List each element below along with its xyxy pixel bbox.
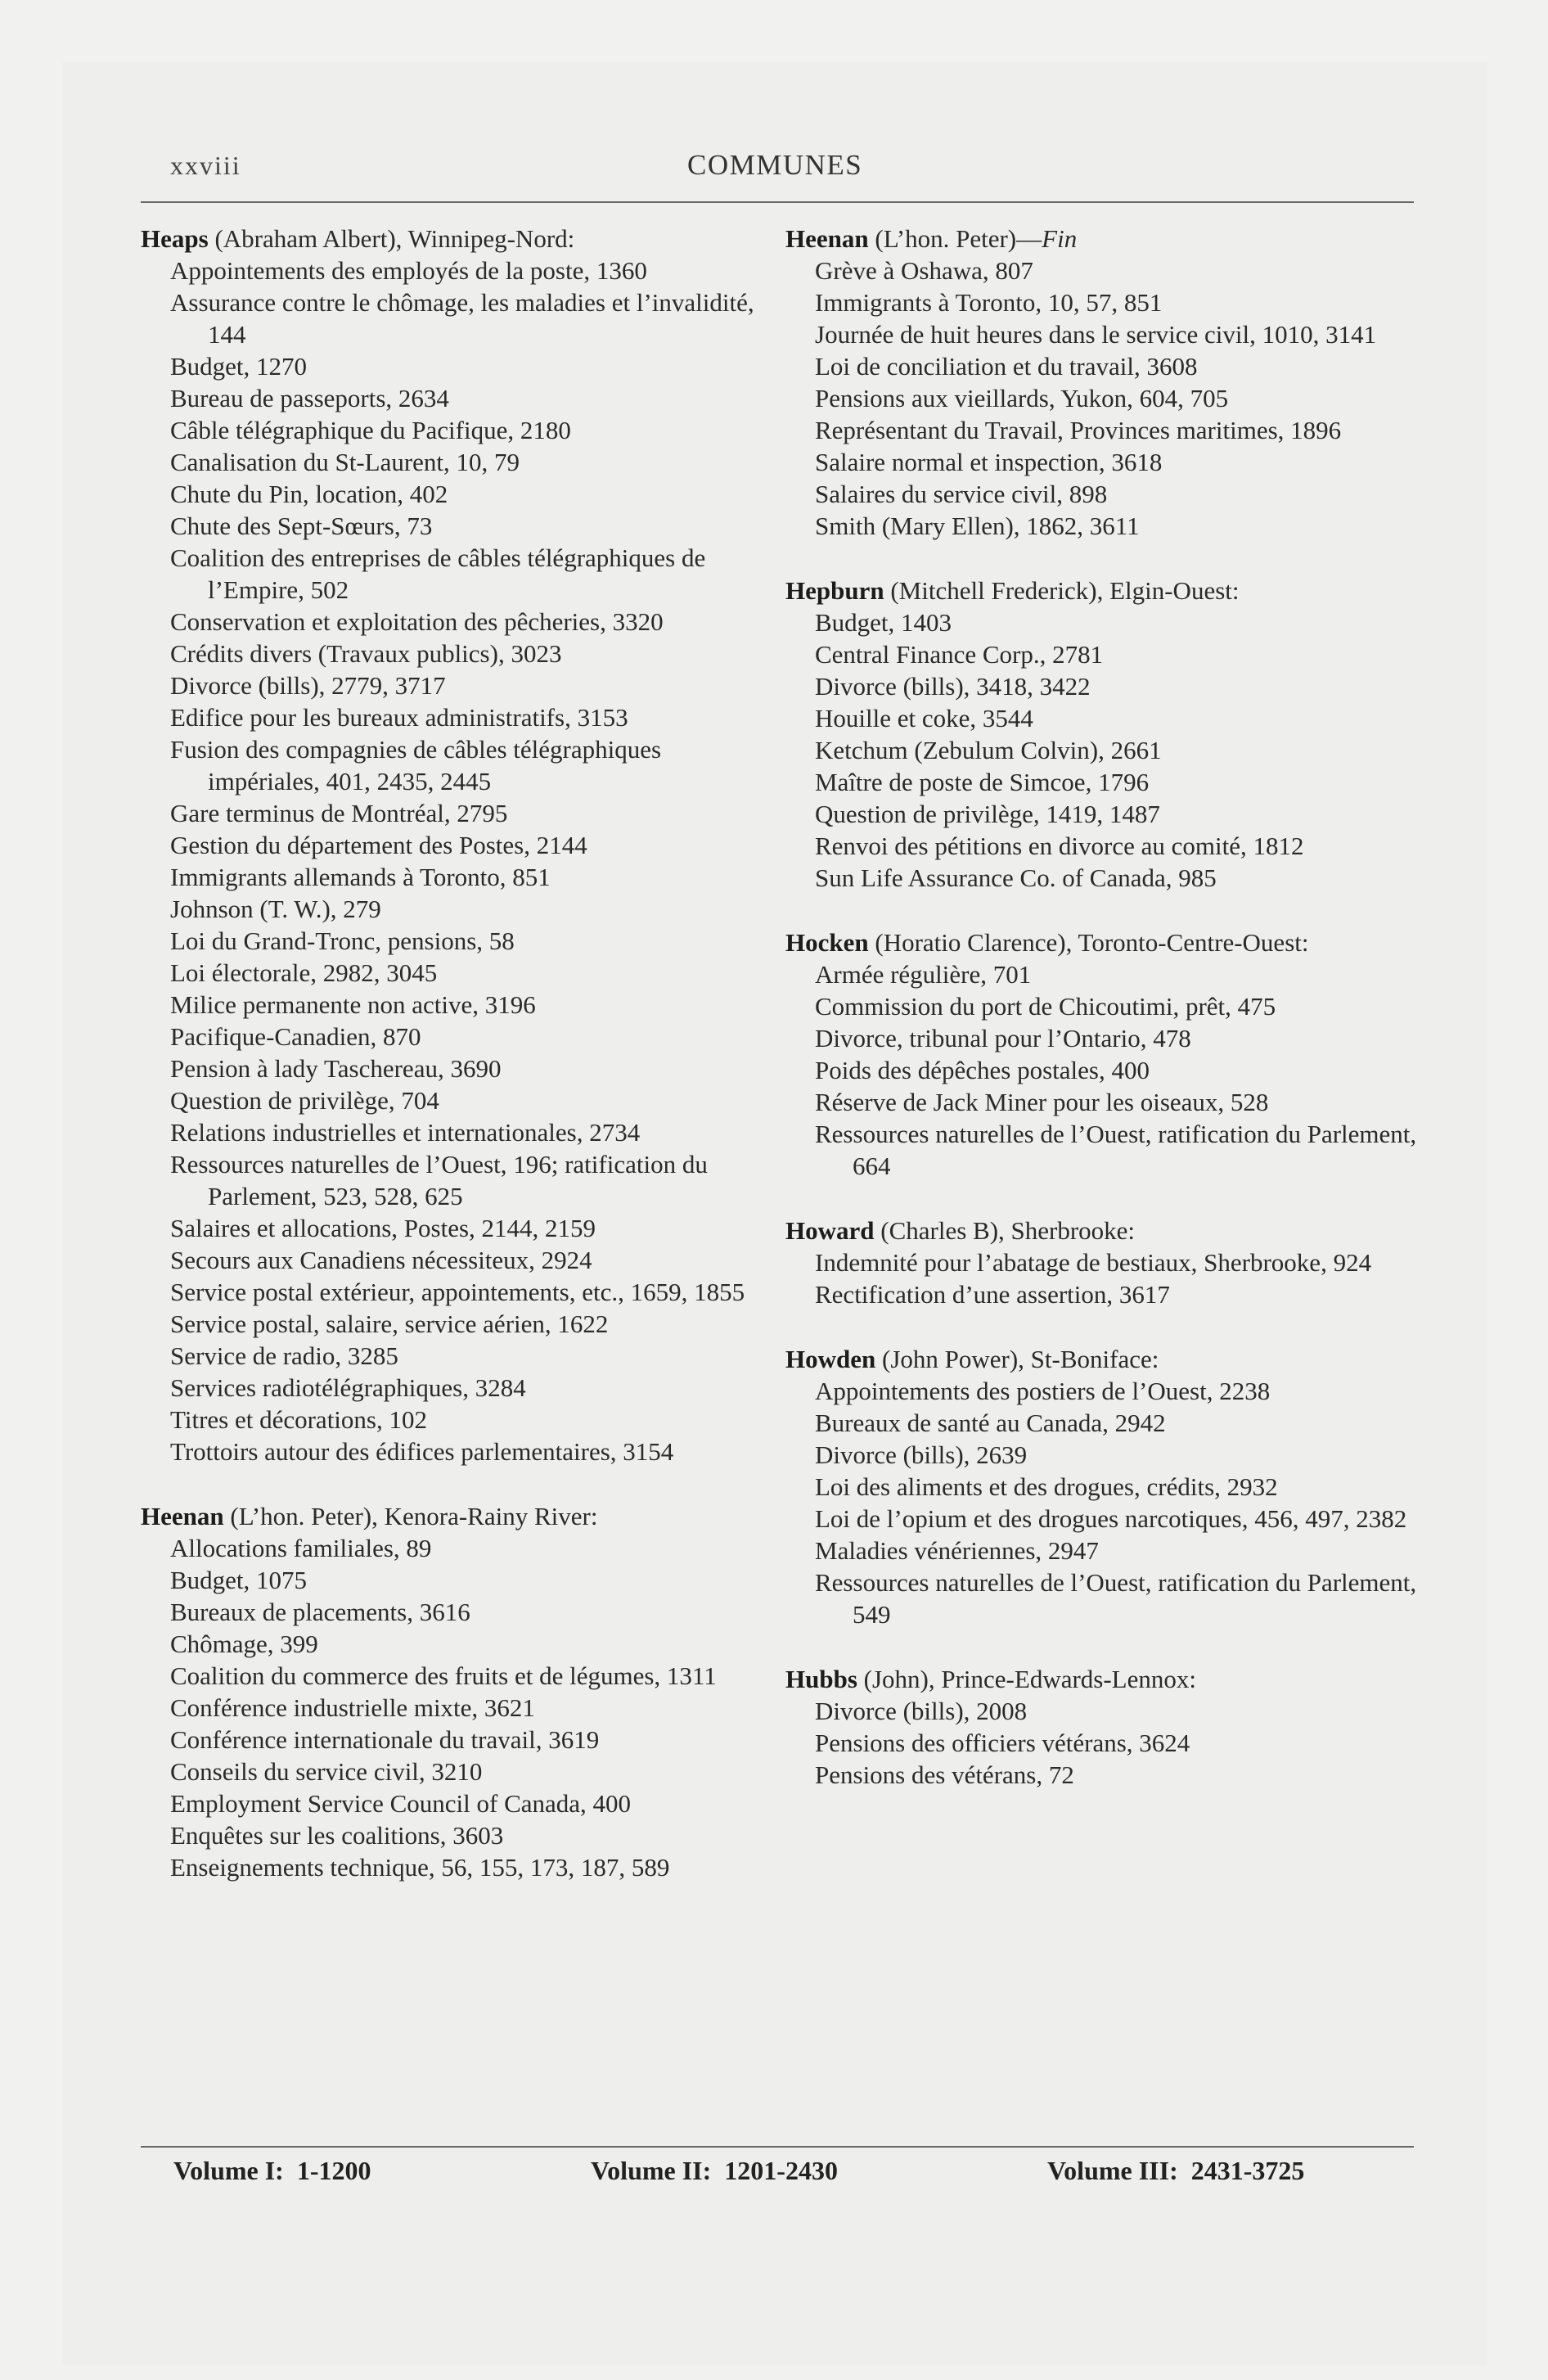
subject-line: Ressources naturelles de l’Ouest, 196; ratification du Parlement, 523, 528, 625 — [170, 1150, 708, 1210]
subject-line: Gare terminus de Montréal, 2795 — [170, 799, 508, 827]
subject-line: Service de radio, 3285 — [170, 1341, 398, 1370]
member-name: Howard — [785, 1216, 875, 1245]
subject-line: Divorce, tribunal pour l’Ontario, 478 — [815, 1024, 1191, 1053]
subject-line: Rectification d’une assertion, 3617 — [815, 1280, 1170, 1309]
subject-line: Pensions des officiers vétérans, 3624 — [815, 1729, 1190, 1757]
subject-line: Employment Service Council of Canada, 400 — [170, 1789, 632, 1818]
subject-line: Conférence industrielle mixte, 3621 — [170, 1693, 535, 1722]
subject-line: Salaire normal et inspection, 3618 — [815, 448, 1163, 476]
member-name: Howden — [785, 1345, 876, 1373]
subject-line: Coalition des entreprises de câbles télégraphiques de l’Empire, 502 — [170, 543, 706, 604]
entry-heading — [785, 926, 1424, 958]
subject-line: Divorce (bills), 3418, 3422 — [815, 672, 1091, 701]
member-name: Hubbs — [785, 1665, 857, 1693]
volume-label: Volume II: — [591, 2156, 712, 2185]
volume-footer — [173, 2156, 1417, 2197]
subject-line: Service postal extérieur, appointements, etc., 1659, 1855 — [170, 1278, 745, 1306]
subject-line: Conservation et exploitation des pêcheries, 3320 — [170, 607, 664, 636]
subject-line: Titres et décorations, 102 — [170, 1405, 427, 1434]
volume-pages: 2431-3725 — [1190, 2156, 1305, 2185]
entry-heading — [785, 575, 1424, 606]
subject-line: Secours aux Canadiens nécessiteux, 2924 — [170, 1246, 592, 1274]
volume-range-1 — [173, 2156, 371, 2186]
volume-range-3 — [1047, 2156, 1304, 2186]
subject-line: Pacifique-Canadien, 870 — [170, 1022, 421, 1051]
index-entry — [785, 223, 1424, 542]
subject-line: Bureaux de santé au Canada, 2942 — [815, 1409, 1166, 1437]
subject-line: Conférence internationale du travail, 3619 — [170, 1725, 600, 1754]
page-title: COMMUNES — [687, 149, 863, 181]
entry-heading — [785, 1215, 1424, 1246]
subject-line: Sun Life Assurance Co. of Canada, 985 — [815, 863, 1217, 892]
member-name: Hocken — [785, 928, 869, 957]
member-details: (John Power), St-Boniface: — [882, 1345, 1159, 1373]
entry-heading — [785, 1663, 1424, 1695]
subject-line: Renvoi des pétitions en divorce au comité, 1812 — [815, 832, 1304, 860]
subject-line: Smith (Mary Ellen), 1862, 3611 — [815, 512, 1140, 540]
subject-line: Réserve de Jack Miner pour les oiseaux, 528 — [815, 1088, 1269, 1116]
index-column-right — [785, 223, 1424, 1791]
member-details: (L’hon. Peter)—Fin — [875, 224, 1078, 253]
subject-line: Gestion du département des Postes, 2144 — [170, 831, 587, 859]
footer-divider — [141, 2146, 1414, 2148]
index-entry — [785, 575, 1424, 894]
subject-line: Fusion des compagnies de câbles télégraphiques impériales, 401, 2435, 2445 — [170, 735, 662, 796]
member-details: (Charles B), Sherbrooke: — [880, 1216, 1136, 1245]
index-entry — [785, 1343, 1424, 1630]
subject-line: Maladies vénériennes, 2947 — [815, 1536, 1099, 1565]
member-details: (Mitchell Frederick), Elgin-Ouest: — [890, 576, 1240, 605]
subject-line: Coalition du commerce des fruits et de légumes, 1311 — [170, 1661, 717, 1690]
subject-line: Central Finance Corp., 2781 — [815, 640, 1104, 669]
subject-line: Budget, 1270 — [170, 352, 308, 381]
subject-line: Loi du Grand-Tronc, pensions, 58 — [170, 926, 515, 955]
subject-line: Chute du Pin, location, 402 — [170, 480, 448, 508]
member-name: Heenan — [785, 224, 869, 253]
index-entry — [785, 1663, 1424, 1791]
volume-pages: 1201-2430 — [724, 2156, 838, 2185]
subject-line: Divorce (bills), 2008 — [815, 1697, 1028, 1725]
member-details: (L’hon. Peter), Kenora-Rainy River: — [230, 1502, 598, 1530]
subject-line: Journée de huit heures dans le service civil, 1010, 3141 — [815, 320, 1377, 349]
entry-heading — [141, 223, 779, 255]
subject-line: Poids des dépêches postales, 400 — [815, 1056, 1150, 1084]
member-name: Hepburn — [785, 576, 884, 605]
header-divider — [141, 201, 1414, 203]
subject-line: Ressources naturelles de l’Ouest, ratification du Parlement, 664 — [815, 1120, 1417, 1180]
subject-line: Câble télégraphique du Pacifique, 2180 — [170, 416, 571, 444]
subject-line: Appointements des employés de la poste, 1360 — [170, 256, 647, 285]
entry-heading — [141, 1500, 779, 1532]
subject-line: Indemnité pour l’abatage de bestiaux, Sherbrooke, 924 — [815, 1248, 1372, 1277]
subject-line: Pensions des vétérans, 72 — [815, 1760, 1074, 1789]
subject-line: Crédits divers (Travaux publics), 3023 — [170, 639, 562, 668]
subject-line: Houille et coke, 3544 — [815, 704, 1033, 732]
entry-heading — [785, 1343, 1424, 1375]
member-details: (Abraham Albert), Winnipeg-Nord: — [214, 224, 575, 253]
entry-heading — [785, 223, 1424, 255]
subject-line: Appointements des postiers de l’Ouest, 2238 — [815, 1377, 1271, 1405]
index-entry — [785, 1215, 1424, 1310]
subject-line: Loi de conciliation et du travail, 3608 — [815, 352, 1198, 381]
subject-line: Armée régulière, 701 — [815, 960, 1032, 989]
subject-line: Canalisation du St-Laurent, 10, 79 — [170, 448, 520, 476]
volume-label: Volume I: — [173, 2156, 284, 2185]
subject-line: Question de privilège, 704 — [170, 1086, 439, 1115]
subject-line: Budget, 1075 — [170, 1566, 308, 1594]
subject-line: Loi de l’opium et des drogues narcotiques, 456, 497, 2382 — [815, 1504, 1407, 1533]
subject-line: Milice permanente non active, 3196 — [170, 990, 536, 1019]
member-details: (John), Prince-Edwards-Lennox: — [863, 1665, 1196, 1693]
subject-line: Bureaux de placements, 3616 — [170, 1598, 470, 1626]
subject-line: Immigrants allemands à Toronto, 851 — [170, 863, 551, 891]
page-number: xxviii — [170, 151, 241, 180]
subject-line: Loi électorale, 2982, 3045 — [170, 958, 438, 987]
subject-line: Commission du port de Chicoutimi, prêt, 475 — [815, 992, 1276, 1021]
member-name: Heenan — [141, 1502, 224, 1530]
volume-label: Volume III: — [1047, 2156, 1178, 2185]
subject-line: Edifice pour les bureaux administratifs, 3153 — [170, 703, 628, 732]
subject-line: Question de privilège, 1419, 1487 — [815, 800, 1160, 828]
index-column-left — [141, 223, 779, 1883]
member-details: (Horatio Clarence), Toronto-Centre-Ouest: — [875, 928, 1309, 957]
subject-line: Maître de poste de Simcoe, 1796 — [815, 768, 1150, 796]
subject-line: Budget, 1403 — [815, 608, 952, 637]
subject-line: Chômage, 399 — [170, 1629, 318, 1658]
subject-line: Salaires du service civil, 898 — [815, 480, 1108, 508]
subject-line: Relations industrielles et internationales, 2734 — [170, 1118, 641, 1147]
subject-line: Services radiotélégraphiques, 3284 — [170, 1373, 526, 1402]
subject-line: Pension à lady Taschereau, 3690 — [170, 1054, 502, 1083]
volume-pages: 1-1200 — [296, 2156, 371, 2185]
subject-line: Johnson (T. W.), 279 — [170, 895, 381, 923]
subject-line: Divorce (bills), 2779, 3717 — [170, 671, 446, 700]
subject-line: Assurance contre le chômage, les maladies et l’invalidité, 144 — [170, 288, 754, 349]
subject-line: Grève à Oshawa, 807 — [815, 256, 1033, 285]
subject-line: Bureau de passeports, 2634 — [170, 384, 449, 412]
subject-line: Loi des aliments et des drogues, crédits, 2932 — [815, 1472, 1278, 1501]
subject-line: Chute des Sept-Sœurs, 73 — [170, 512, 433, 540]
subject-line: Immigrants à Toronto, 10, 57, 851 — [815, 288, 1163, 317]
subject-line: Divorce (bills), 2639 — [815, 1440, 1028, 1469]
subject-line: Salaires et allocations, Postes, 2144, 2159 — [170, 1214, 596, 1242]
subject-line: Enquêtes sur les coalitions, 3603 — [170, 1821, 504, 1850]
index-entry — [141, 223, 779, 1467]
subject-line: Représentant du Travail, Provinces maritimes, 1896 — [815, 416, 1342, 444]
index-entry — [785, 926, 1424, 1182]
subject-line: Allocations familiales, 89 — [170, 1534, 432, 1562]
volume-range-2 — [591, 2156, 838, 2186]
index-entry — [141, 1500, 779, 1883]
subject-line: Conseils du service civil, 3210 — [170, 1757, 483, 1786]
subject-line: Enseignements technique, 56, 155, 173, 187, 589 — [170, 1853, 670, 1882]
subject-line: Pensions aux vieillards, Yukon, 604, 705 — [815, 384, 1229, 412]
subject-line: Ressources naturelles de l’Ouest, ratification du Parlement, 549 — [815, 1568, 1417, 1629]
subject-line: Ketchum (Zebulum Colvin), 2661 — [815, 736, 1162, 764]
subject-line: Service postal, salaire, service aérien, 1622 — [170, 1309, 609, 1338]
member-name: Heaps — [141, 224, 209, 253]
subject-line: Trottoirs autour des édifices parlementaires, 3154 — [170, 1437, 674, 1466]
